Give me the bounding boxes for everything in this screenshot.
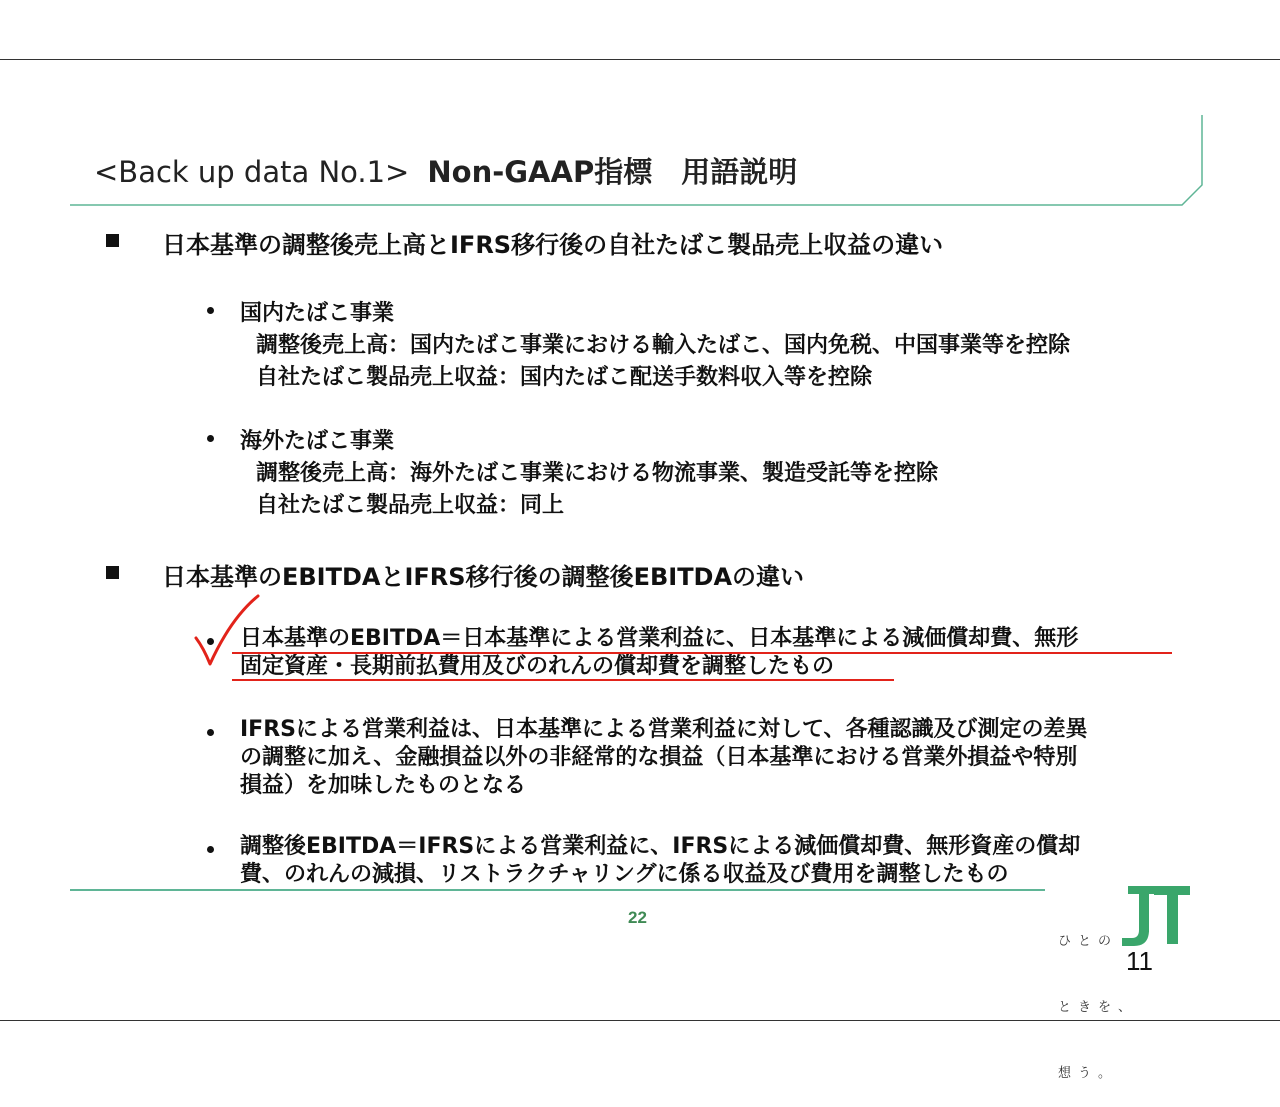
paragraph-line: 費、のれんの減損、リストラクチャリングに係る収益及び費用を調整したもの [240,862,1009,887]
annotation-underline [232,652,1172,654]
footer-rule [70,889,1045,891]
page-number: 22 [628,908,647,927]
item-title-overseas: 海外たばこ事業 [240,429,395,454]
dot-bullet-icon [207,638,214,645]
slogan-line: 想う。 [1058,1066,1119,1081]
slide-title [94,150,797,191]
paragraph-line: 日本基準のEBITDA＝日本基準による営業利益に、日本基準による減価償却費、無形 [240,626,1079,651]
dot-bullet-icon [207,435,214,442]
annotation-underline [232,679,894,681]
paragraph-line: 調整後EBITDA＝IFRSによる営業利益に、IFRSによる減価償却費、無形資産の償却 [240,834,1081,859]
dot-bullet-icon [207,307,214,314]
adjusted-ebitda-definition [240,833,1175,889]
item-title-domestic: 国内たばこ事業 [240,301,395,326]
jt-logo [1118,884,1192,950]
item-line: 調整後売上高：国内たばこ事業における輸入たばこ、国内免税、中国事業等を控除 [256,333,1071,358]
item-line: 調整後売上高：海外たばこ事業における物流事業、製造受託等を控除 [256,461,939,486]
square-bullet-icon [106,566,119,579]
dot-bullet-icon [207,846,214,853]
title-main: Non-GAAP指標 用語説明 [427,155,798,189]
item-line: 自社たばこ製品売上収益：同上 [256,493,565,518]
slogan-line: ひとの [1058,934,1119,949]
paragraph-line: 固定資産・長期前払費用及びのれんの償却費を調整したもの [240,654,835,679]
paragraph-line: IFRSによる営業利益は、日本基準による営業利益に対して、各種認識及び測定の差異 [240,717,1088,742]
square-bullet-icon [106,234,119,247]
item-line: 自社たばこ製品売上収益：国内たばこ配送手数料収入等を控除 [256,365,873,390]
dot-bullet-icon [207,729,214,736]
section1-heading: 日本基準の調整後売上高とIFRS移行後の自社たばこ製品売上収益の違い [162,231,944,259]
paragraph-line: の調整に加え、金融損益以外の非経常的な損益（日本基準における営業外損益や特別 [240,745,1078,770]
section2-heading: 日本基準のEBITDAとIFRS移行後の調整後EBITDAの違い [162,563,805,591]
ifrs-operating-profit-note [240,716,1175,800]
paragraph-line: 損益）を加味したものとなる [240,773,527,798]
slogan-line: ときを、 [1058,1000,1139,1015]
slide-number: 11 [1126,946,1153,976]
title-prefix: <Back up data No.1> [94,155,410,189]
